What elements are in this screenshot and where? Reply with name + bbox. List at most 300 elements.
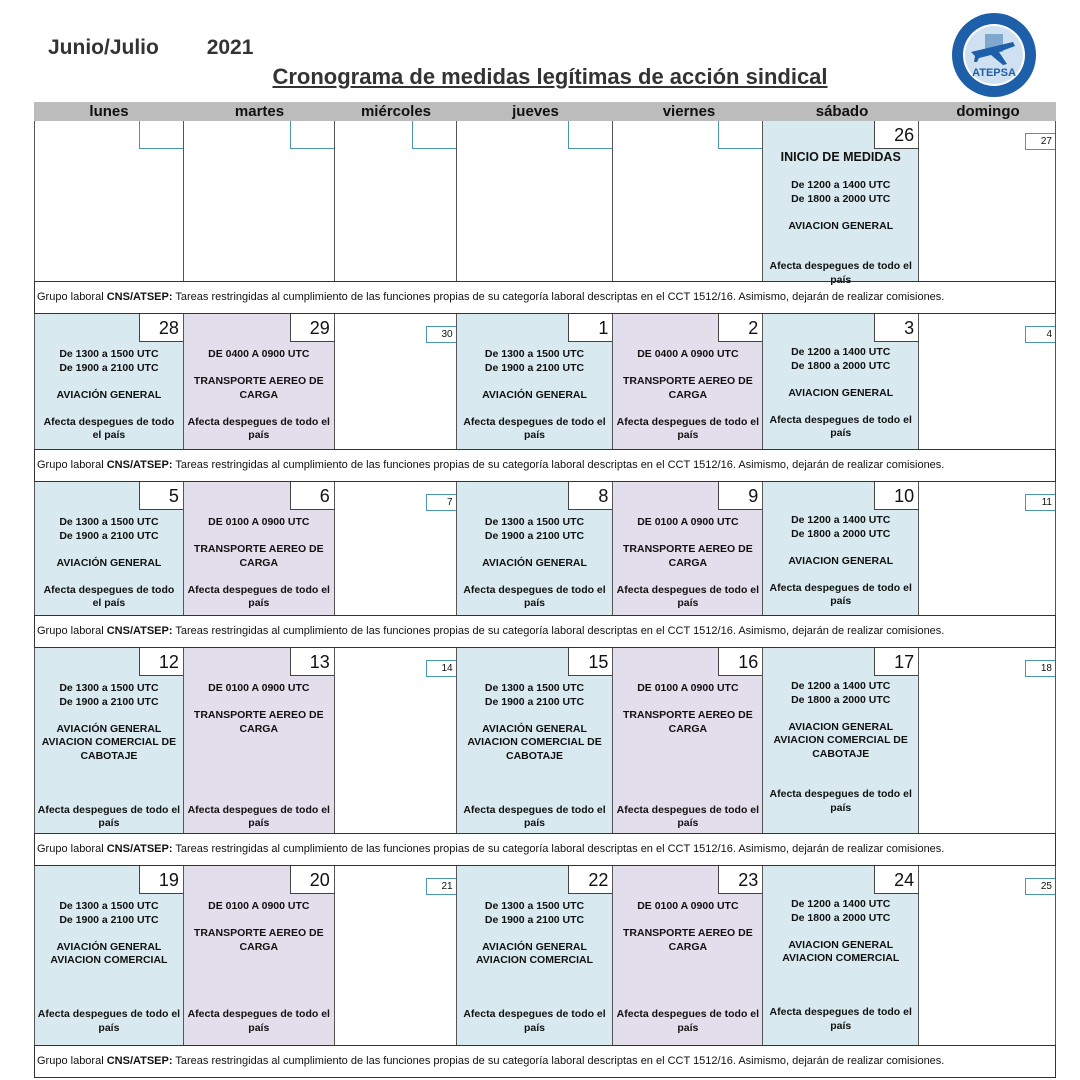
detail-line — [765, 400, 916, 414]
detail-line — [186, 696, 332, 710]
detail-line: TRANSPORTE AEREO DE — [623, 927, 753, 939]
day-cell-8 — [457, 482, 614, 615]
day-cell-10 — [763, 482, 919, 615]
day-number: 11 — [1025, 494, 1055, 511]
day-cell-20 — [184, 866, 335, 1045]
header-dates — [48, 36, 253, 60]
day-cell-26 — [763, 121, 919, 286]
detail-line: CARGA — [239, 388, 279, 401]
measure-details — [37, 348, 181, 443]
detail-line — [459, 777, 611, 791]
detail-line: país — [248, 817, 270, 829]
detail-line: Afecta despegues de todo el — [187, 1008, 330, 1020]
detail-line: Afecta despegues de todo el — [187, 415, 330, 428]
detail-line — [459, 790, 611, 804]
detail-line: CARGA — [239, 556, 279, 569]
detail-line: país — [677, 817, 699, 829]
detail-line: CABOTAJE — [812, 747, 870, 760]
measure-details — [615, 682, 760, 831]
day-cell-empty — [613, 121, 763, 281]
day-cell-13 — [184, 648, 335, 833]
detail-line: De 1900 a 2100 UTC — [484, 529, 585, 542]
day-cell-19 — [35, 866, 184, 1045]
detail-line — [37, 790, 181, 804]
detail-line — [615, 696, 760, 710]
day-number: 17 — [874, 648, 918, 676]
detail-line: TRANSPORTE AEREO DE — [623, 543, 753, 555]
day-number: 10 — [874, 482, 918, 510]
day-number: 12 — [139, 648, 183, 676]
day-number: 14 — [426, 660, 456, 677]
day-number: 24 — [874, 866, 918, 894]
day-cell-5 — [35, 482, 184, 615]
day-cell-16 — [613, 648, 763, 833]
detail-line: DE 0100 A 0900 UTC — [637, 516, 739, 528]
header-year: 2021 — [206, 36, 254, 59]
detail-line — [615, 750, 760, 764]
day-number: 28 — [139, 314, 183, 342]
detail-line: país — [98, 817, 120, 829]
detail-line — [37, 543, 181, 557]
detail-line: TRANSPORTE AEREO DE — [193, 709, 324, 721]
day-number: 27 — [1025, 133, 1055, 150]
detail-line: De 1300 a 1500 UTC — [59, 348, 159, 360]
detail-line: De 1900 a 2100 UTC — [59, 913, 159, 926]
detail-line: DE 0100 A 0900 UTC — [637, 682, 739, 694]
detail-line: Afecta despegues de todo el — [616, 803, 760, 816]
detail-line: Afecta despegues de todo el — [769, 260, 912, 272]
detail-line — [186, 777, 332, 791]
day-number: 25 — [1025, 878, 1055, 895]
detail-line: país — [98, 1021, 120, 1034]
note-text: Tareas restringidas al cumplimiento de las funciones propias de su categoría laboral descriptas en el CCT 1512/16. Asimismo, dejarán de realizar comisiones. — [172, 459, 945, 471]
detail-line: AVIACION GENERAL — [788, 554, 894, 567]
day-cell-21 — [335, 866, 457, 1045]
measure-details — [459, 348, 611, 443]
measure-details — [765, 898, 916, 1033]
day-cell-9 — [613, 482, 763, 615]
detail-line: Afecta despegues de todo el — [187, 583, 330, 596]
day-number: 21 — [426, 878, 456, 895]
detail-line: DE 0100 A 0900 UTC — [208, 682, 310, 694]
detail-line: Afecta despegues de todo el — [616, 415, 760, 428]
day-cell-empty — [35, 121, 184, 281]
note-text: Tareas restringidas al cumplimiento de las funciones propias de su categoría laboral descriptas en el CCT 1512/16. Asimismo, dejarán de realizar comisiones. — [172, 843, 945, 855]
note-text: Tareas restringidas al cumplimiento de las funciones propias de su categoría laboral descriptas en el CCT 1512/16. Asimismo, dejarán de realizar comisiones. — [172, 291, 945, 303]
day-cell-22 — [457, 866, 614, 1045]
detail-line: CARGA — [668, 388, 708, 401]
detail-line: país — [830, 801, 852, 814]
detail-line — [459, 763, 611, 777]
detail-line — [459, 709, 611, 723]
day-cell-17 — [763, 648, 919, 833]
detail-line: TRANSPORTE AEREO DE — [623, 375, 753, 387]
detail-line — [186, 362, 332, 376]
day-number: 7 — [426, 494, 456, 511]
day-cell-6 — [184, 482, 335, 615]
detail-line — [765, 993, 916, 1007]
detail-line — [765, 775, 916, 789]
day-number: 9 — [718, 482, 762, 510]
day-number — [568, 121, 612, 149]
day-number: 16 — [718, 648, 762, 676]
day-number — [718, 121, 762, 149]
detail-line: De 1300 a 1500 UTC — [59, 900, 159, 912]
detail-line: AVIACIÓN GENERAL — [482, 722, 587, 735]
day-number: 20 — [290, 866, 334, 894]
measure-details — [615, 348, 760, 443]
day-number — [290, 121, 334, 149]
detail-line: AVIACION COMERCIAL — [50, 954, 168, 966]
detail-line: CARGA — [668, 722, 708, 735]
logo-text: ATEPSA — [972, 67, 1016, 79]
detail-line: Afecta despegues de todo el — [769, 788, 912, 800]
detail-line — [765, 966, 916, 980]
detail-line: AVIACIÓN GENERAL — [482, 940, 587, 953]
day-cell-30 — [335, 314, 457, 449]
day-cell-11 — [919, 482, 1055, 615]
day-number: 30 — [426, 326, 456, 343]
day-cell-25 — [919, 866, 1055, 1045]
detail-line — [765, 707, 916, 721]
detail-line: país — [677, 429, 699, 441]
detail-line — [615, 954, 760, 968]
detail-line — [37, 777, 181, 791]
detail-line — [459, 995, 611, 1009]
detail-line — [765, 233, 916, 247]
detail-line — [186, 530, 332, 544]
detail-line: país — [830, 595, 852, 607]
detail-line — [37, 968, 181, 982]
group-note — [34, 449, 1056, 482]
detail-line: país — [830, 1019, 852, 1032]
detail-line — [459, 543, 611, 557]
detail-line: De 1800 a 2000 UTC — [791, 192, 891, 205]
detail-line: De 1900 a 2100 UTC — [59, 529, 159, 542]
measure-details — [615, 900, 760, 1035]
detail-line: Afecta despegues de todo el — [769, 1006, 912, 1018]
detail-line: país — [677, 1021, 699, 1034]
detail-line: país — [248, 1021, 270, 1034]
measure-details — [765, 514, 916, 609]
detail-line: AVIACION COMERCIAL DE — [467, 736, 602, 748]
detail-line: TRANSPORTE AEREO DE — [193, 927, 324, 939]
day-number — [139, 121, 183, 149]
day-number: 26 — [874, 121, 918, 149]
measure-details — [459, 900, 611, 1035]
group-note — [34, 833, 1056, 866]
detail-line: DE 0100 A 0900 UTC — [208, 516, 310, 528]
measure-details — [186, 682, 332, 831]
detail-line: DE 0100 A 0900 UTC — [637, 900, 739, 912]
weekday-6: domingo — [956, 103, 1020, 120]
detail-line: De 1900 a 2100 UTC — [484, 361, 585, 374]
detail-line — [37, 375, 181, 389]
weekday-header — [34, 102, 1056, 121]
detail-line: Afecta despegues de todo el — [769, 413, 912, 426]
detail-line — [186, 402, 332, 416]
detail-line — [765, 206, 916, 220]
page-title: Cronograma de medidas legítimas de acción sindical — [272, 64, 828, 89]
detail-line — [765, 925, 916, 939]
detail-line: Afecta despegues de todo el — [616, 583, 760, 596]
detail-line — [615, 995, 760, 1009]
detail-line: país — [248, 429, 270, 441]
detail-line — [186, 570, 332, 584]
detail-line: país — [524, 597, 546, 609]
day-number: 19 — [139, 866, 183, 894]
detail-line: país — [830, 427, 852, 439]
detail-line — [186, 790, 332, 804]
note-prefix: Grupo laboral — [37, 1055, 107, 1067]
note-prefix: Grupo laboral — [37, 843, 107, 855]
detail-line — [37, 927, 181, 941]
note-text: Tareas restringidas al cumplimiento de las funciones propias de su categoría laboral descriptas en el CCT 1512/16. Asimismo, dejarán de realizar comisiones. — [172, 1055, 945, 1067]
detail-line: De 1200 a 1400 UTC — [791, 680, 891, 692]
day-cell-empty — [335, 121, 457, 281]
detail-line — [37, 981, 181, 995]
detail-line: CABOTAJE — [506, 749, 563, 762]
detail-line — [37, 402, 181, 416]
group-note — [34, 1045, 1056, 1078]
detail-line: AVIACION COMERCIAL — [475, 954, 594, 966]
calendar-week — [34, 648, 1056, 833]
detail-line: AVIACION COMERCIAL DE — [41, 736, 177, 748]
day-number: 15 — [568, 648, 612, 676]
detail-line: AVIACIÓN GENERAL — [56, 940, 162, 953]
detail-line: Afecta despegues de todo el — [37, 1008, 181, 1020]
detail-line — [615, 362, 760, 376]
measure-details — [615, 516, 760, 611]
detail-line: CARGA — [239, 722, 279, 735]
note-group: CNS/ATSEP: — [106, 843, 173, 855]
detail-line — [615, 402, 760, 416]
measure-details — [459, 516, 611, 611]
detail-line — [37, 995, 181, 1009]
detail-line: Afecta despegues de todo — [43, 583, 175, 596]
detail-line: De 1300 a 1500 UTC — [484, 900, 585, 912]
detail-line — [765, 568, 916, 582]
day-cell-2 — [613, 314, 763, 449]
note-group: CNS/ATSEP: — [106, 625, 173, 637]
detail-line: De 1300 a 1500 UTC — [484, 682, 585, 694]
detail-line: De 1900 a 2100 UTC — [484, 913, 585, 926]
detail-line: país — [677, 597, 699, 609]
day-cell-12 — [35, 648, 184, 833]
measure-details — [765, 346, 916, 441]
note-prefix: Grupo laboral — [37, 459, 107, 471]
detail-line: Afecta despegues de todo el — [463, 803, 606, 816]
day-number: 5 — [139, 482, 183, 510]
detail-line — [615, 530, 760, 544]
weekday-4: viernes — [662, 103, 716, 120]
measure-details — [765, 680, 916, 815]
detail-line: DE 0100 A 0900 UTC — [208, 900, 310, 912]
detail-line: el país — [92, 597, 126, 609]
detail-line: CARGA — [239, 940, 279, 953]
detail-line — [459, 927, 611, 941]
measure-details — [186, 900, 332, 1035]
day-number: 4 — [1025, 326, 1055, 343]
note-text: Tareas restringidas al cumplimiento de las funciones propias de su categoría laboral descriptas en el CCT 1512/16. Asimismo, dejarán de realizar comisiones. — [172, 625, 945, 637]
calendar-week — [34, 482, 1056, 615]
note-prefix: Grupo laboral — [37, 625, 107, 637]
measure-details — [459, 682, 611, 831]
detail-line — [765, 979, 916, 993]
detail-line: DE 0400 A 0900 UTC — [637, 348, 739, 360]
detail-line: CARGA — [668, 556, 708, 569]
detail-line — [765, 541, 916, 555]
detail-line — [37, 570, 181, 584]
detail-line: AVIACIÓN GENERAL — [56, 388, 162, 401]
detail-line: Afecta despegues de todo el — [463, 1008, 606, 1020]
detail-line: De 1300 a 1500 UTC — [484, 348, 585, 360]
detail-line: De 1200 a 1400 UTC — [791, 514, 891, 526]
day-number: 3 — [874, 314, 918, 342]
day-number: 23 — [718, 866, 762, 894]
detail-line: AVIACION GENERAL — [788, 720, 894, 733]
detail-line: De 1300 a 1500 UTC — [59, 516, 159, 528]
detail-line: AVIACIÓN GENERAL — [482, 388, 587, 401]
detail-line — [37, 709, 181, 723]
measure-details — [37, 516, 181, 611]
detail-line — [615, 570, 760, 584]
note-group: CNS/ATSEP: — [106, 291, 173, 303]
day-number — [412, 121, 456, 149]
measure-details — [186, 516, 332, 611]
day-cell-18 — [919, 648, 1055, 833]
detail-line: CABOTAJE — [80, 749, 138, 762]
detail-line: AVIACIÓN GENERAL — [56, 556, 162, 569]
detail-line: país — [830, 273, 852, 286]
detail-line: AVIACION COMERCIAL DE — [773, 734, 908, 746]
detail-line — [186, 995, 332, 1009]
detail-line — [186, 750, 332, 764]
day-number: 18 — [1025, 660, 1055, 677]
detail-line: TRANSPORTE AEREO DE — [193, 375, 324, 387]
detail-line: AVIACION GENERAL — [788, 219, 894, 232]
detail-line — [186, 968, 332, 982]
day-cell-23 — [613, 866, 763, 1045]
detail-line: Afecta despegues de todo el — [37, 803, 181, 816]
detail-line — [615, 914, 760, 928]
detail-line — [765, 373, 916, 387]
detail-line: De 1200 a 1400 UTC — [791, 179, 891, 191]
day-cell-7 — [335, 482, 457, 615]
day-cell-1 — [457, 314, 614, 449]
detail-line: DE 0400 A 0900 UTC — [208, 348, 310, 360]
weekday-1: martes — [234, 103, 285, 120]
detail-line: país — [248, 597, 270, 609]
day-cell-14 — [335, 648, 457, 833]
measure-details — [186, 348, 332, 443]
detail-line: De 1300 a 1500 UTC — [484, 516, 585, 528]
note-group: CNS/ATSEP: — [106, 1055, 173, 1067]
detail-line: De 1800 a 2000 UTC — [791, 693, 891, 706]
header-months: Junio/Julio — [48, 36, 159, 59]
day-cell-28 — [35, 314, 184, 449]
calendar — [34, 102, 1056, 1078]
day-cell-empty — [184, 121, 335, 281]
day-number: 2 — [718, 314, 762, 342]
note-prefix: Grupo laboral — [37, 291, 107, 303]
detail-line: De 1800 a 2000 UTC — [791, 527, 891, 540]
detail-line — [459, 375, 611, 389]
detail-line — [186, 981, 332, 995]
calendar-week — [34, 121, 1056, 286]
detail-line: AVIACION GENERAL — [788, 938, 894, 951]
detail-line: De 1200 a 1400 UTC — [791, 346, 891, 358]
detail-line: país — [524, 429, 546, 441]
note-group: CNS/ATSEP: — [106, 459, 173, 471]
detail-line — [615, 763, 760, 777]
day-cell-empty — [457, 121, 614, 281]
calendar-week — [34, 866, 1056, 1045]
day-number: 1 — [568, 314, 612, 342]
day-cell-27 — [919, 121, 1055, 281]
detail-line: AVIACION COMERCIAL — [782, 952, 900, 964]
day-number: 22 — [568, 866, 612, 894]
detail-line: Afecta despegues de todo — [43, 415, 175, 428]
detail-line: De 1900 a 2100 UTC — [59, 361, 159, 374]
detail-line — [615, 736, 760, 750]
detail-line: Afecta despegues de todo el — [463, 415, 606, 428]
detail-line — [186, 954, 332, 968]
group-note — [34, 615, 1056, 648]
detail-line: Afecta despegues de todo el — [463, 583, 606, 596]
detail-line — [186, 736, 332, 750]
detail-line — [459, 968, 611, 982]
detail-line — [765, 247, 916, 261]
day-cell-24 — [763, 866, 919, 1045]
detail-line: Afecta despegues de todo el — [616, 1008, 760, 1020]
day-number: 6 — [290, 482, 334, 510]
atepsa-logo-icon — [951, 12, 1037, 98]
detail-line: país — [524, 1021, 546, 1034]
detail-line — [615, 790, 760, 804]
detail-line: TRANSPORTE AEREO DE — [193, 543, 324, 555]
day-cell-15 — [457, 648, 614, 833]
detail-line — [186, 914, 332, 928]
day-cell-29 — [184, 314, 335, 449]
detail-line: CARGA — [668, 940, 708, 953]
detail-line: De 1900 a 2100 UTC — [59, 695, 159, 708]
detail-line: país — [524, 817, 546, 829]
calendar-week — [34, 314, 1056, 449]
day-number: 13 — [290, 648, 334, 676]
detail-line — [615, 981, 760, 995]
measure-details — [37, 900, 181, 1035]
detail-line: el país — [92, 429, 126, 441]
detail-line — [765, 761, 916, 775]
detail-line: De 1300 a 1500 UTC — [59, 682, 159, 694]
detail-line: De 1200 a 1400 UTC — [791, 898, 891, 910]
measure-details — [765, 179, 916, 287]
day-number: 29 — [290, 314, 334, 342]
start-heading: INICIO DE MEDIDAS — [780, 150, 901, 164]
detail-line: AVIACION GENERAL — [788, 386, 894, 399]
detail-line — [37, 763, 181, 777]
day-number: 8 — [568, 482, 612, 510]
day-cell-4 — [919, 314, 1055, 449]
detail-line — [615, 968, 760, 982]
detail-line: Afecta despegues de todo el — [187, 803, 330, 816]
weekday-5: sábado — [815, 103, 869, 120]
detail-line: De 1800 a 2000 UTC — [791, 911, 891, 924]
measure-details — [37, 682, 181, 831]
detail-line: De 1800 a 2000 UTC — [791, 359, 891, 372]
weekday-2: miércoles — [360, 103, 432, 120]
